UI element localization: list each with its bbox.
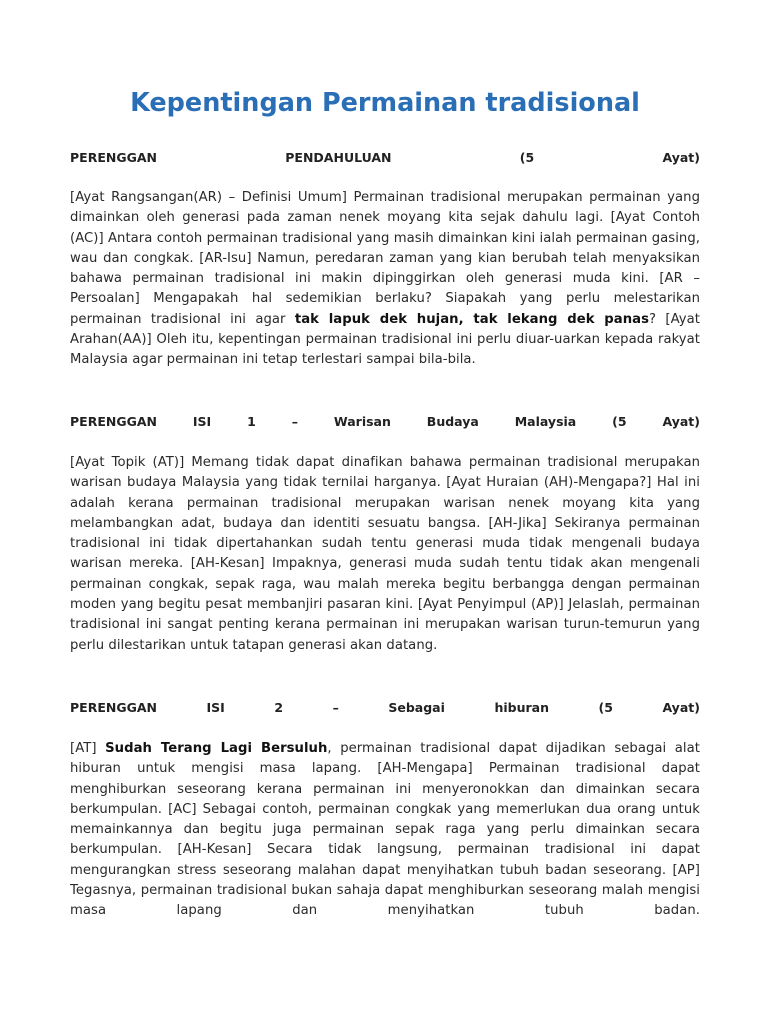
heading-word: 2 xyxy=(274,700,284,715)
paragraph-text: [Ayat Rangsangan(AR) – Definisi Umum] Permainan tradisional merupakan permainan yang dimainkan oleh generasi pada zaman nenek moyang kita sejak dahulu lagi. [Ayat Contoh (AC)] Antara contoh permainan tradisional yang masih dimainkan kini ialah permainan gasing, wau dan congkak. [AR-Isu] Namun, peredaran zaman yang kian berubah telah menyaksikan bahawa permainan tradisional ini makin dipinggirkan oleh generasi muda kini. [AR – Persoalan] Mengapakah hal sedemikian berlaku? Siapakah yang perlu melestarikan permainan tradisional ini agar xyxy=(70,190,700,327)
heading-word: PENDAHULUAN xyxy=(285,150,392,165)
heading-word: ISI xyxy=(206,700,225,715)
heading-word: (5 xyxy=(519,150,535,165)
page-title: Kepentingan Permainan tradisional xyxy=(130,88,640,118)
heading-word: – xyxy=(291,414,298,429)
section-isi-2 xyxy=(70,698,700,718)
section-heading xyxy=(70,148,700,168)
heading-word: – xyxy=(332,700,339,715)
bold-phrase: tak lapuk dek hujan, tak lekang dek panas xyxy=(294,311,650,327)
heading-word: PERENGGAN xyxy=(70,700,157,715)
heading-word: Warisan xyxy=(333,414,391,429)
section-isi-2-body xyxy=(70,739,700,922)
section-pendahuluan xyxy=(70,148,700,168)
section-pendahuluan-body xyxy=(70,188,700,371)
section-heading xyxy=(70,412,700,432)
section-heading xyxy=(70,698,700,718)
heading-word: Budaya xyxy=(426,414,479,429)
section-paragraph xyxy=(70,739,700,922)
section-paragraph xyxy=(70,188,700,371)
heading-word: ISI xyxy=(192,414,212,429)
heading-word: (5 xyxy=(612,414,627,429)
paragraph-text: ? [Ayat Arahan(AA)] Oleh itu, kepentingan permainan tradisional ini perlu diuar-uarkan kepada rakyat Malaysia agar permainan ini tetap terlestari sampai bila-bila. xyxy=(70,311,700,368)
bold-phrase: Sudah Terang Lagi Bersuluh xyxy=(105,741,328,756)
heading-word: 1 xyxy=(247,414,256,429)
heading-word: (5 xyxy=(598,700,613,715)
section-paragraph xyxy=(70,453,700,656)
paragraph-text: [AT] xyxy=(70,741,106,756)
heading-word: PERENGGAN xyxy=(70,150,157,165)
heading-word: Ayat) xyxy=(662,150,700,165)
heading-word: Ayat) xyxy=(662,414,700,429)
section-isi-1 xyxy=(70,412,700,432)
heading-word: Sebagai xyxy=(388,700,445,715)
heading-word: Malaysia xyxy=(514,414,577,429)
paragraph-text: , permainan tradisional dapat dijadikan sebagai alat hiburan untuk mengisi masa lapang. [AH-Mengapa] Permainan tradisional dapat menghiburkan seseorang kerana permainan ini menyeronokkan dan dimainkan secara berkumpulan. [AC] Sebagai contoh, permainan congkak yang memerlukan dua orang untuk memainkannya dan begitu juga permainan sepak raga yang perlu dimainkan secara berkumpulan. [AH-Kesan] Secara tidak langsung, permainan tradisional ini dapat mengurangkan stress seseorang malahan dapat menyihatkan tubuh badan seseorang. [AP] Tegasnya, permainan tradisional bukan sahaja dapat menghiburkan seseorang malah mengisi masa lapang dan menyihatkan tubuh badan. xyxy=(70,741,700,919)
paragraph-text: [Ayat Topik (AT)] Memang tidak dapat dinafikan bahawa permainan tradisional merupakan warisan budaya Malaysia yang tidak ternilai harganya. [Ayat Huraian (AH)-Mengapa?] Hal ini adalah kerana permainan tradisional merupakan warisan nenek moyang kita yang melambangkan adat, budaya dan identiti sesuatu bangsa. [AH-Jika] Sekiranya permainan tradisional ini tidak dipertahankan sudah tentu generasi muda tidak mengenali budaya warisan mereka. [AH-Kesan] Impaknya, generasi muda sudah tentu tidak akan mengenali permainan congkak, sepak raga, wau malah mereka begitu berbangga dengan permainan moden yang begitu pesat membanjiri pasaran kini. [Ayat Penyimpul (AP)] Jelaslah, permainan tradisional ini sangat penting kerana permainan ini merupakan warisan turun-temurun yang perlu dilestarikan untuk tatapan generasi akan datang. xyxy=(70,455,700,653)
heading-word: PERENGGAN xyxy=(70,414,157,429)
heading-word: Ayat) xyxy=(662,700,700,715)
section-isi-1-body xyxy=(70,453,700,656)
heading-word: hiburan xyxy=(494,700,549,715)
